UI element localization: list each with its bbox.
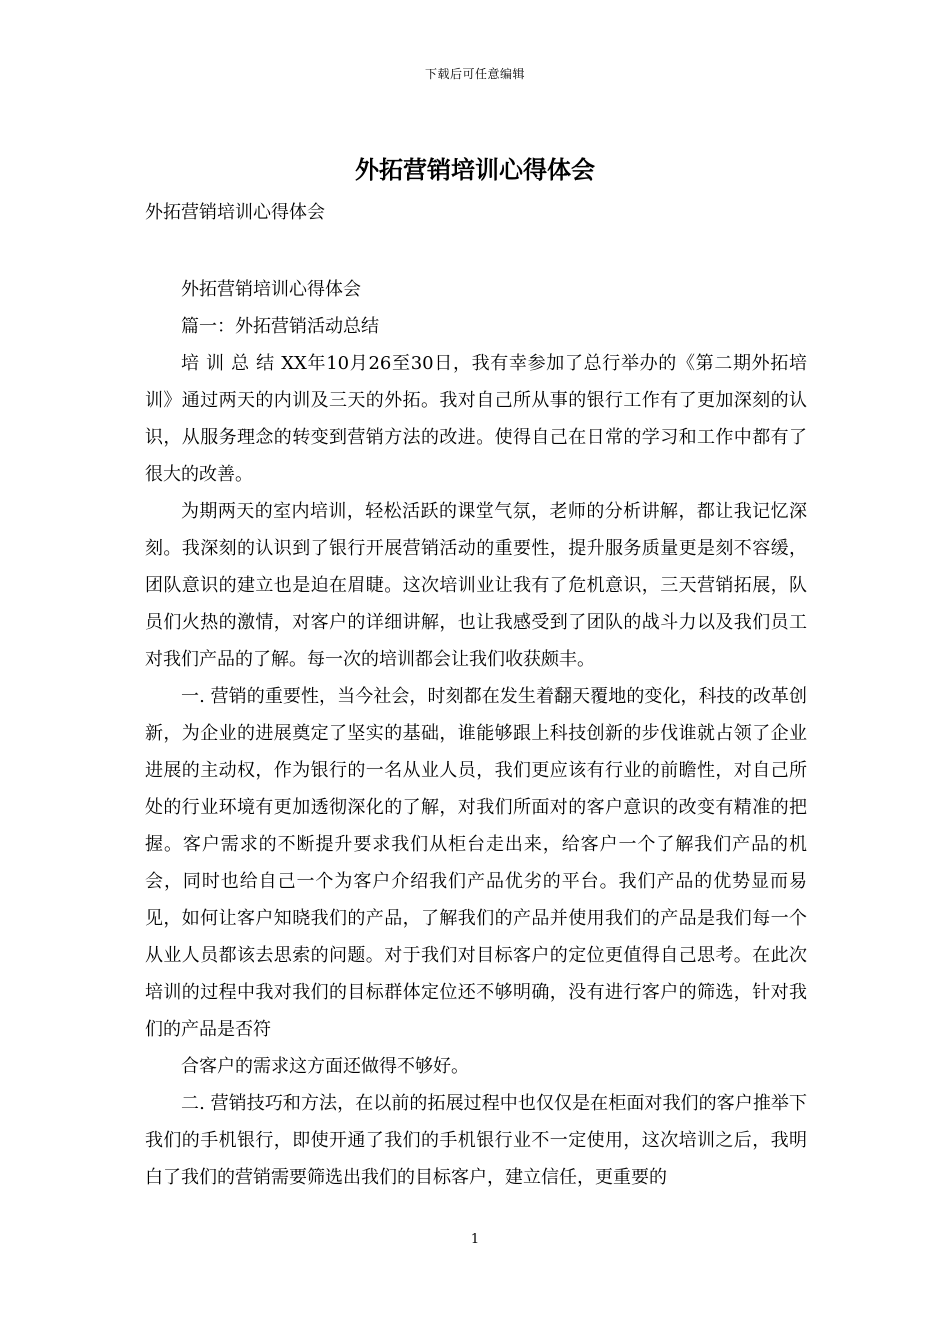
document-title: 外拓营销培训心得体会 — [355, 155, 595, 184]
page-header-note: 下载后可任意编辑 — [424, 67, 525, 81]
body-paragraph: 合客户的需求这方面还做得不够好。 — [181, 1056, 469, 1077]
body-paragraph: 篇一：外拓营销活动总结 — [181, 316, 379, 337]
document-subtitle: 外拓营销培训心得体会 — [145, 202, 325, 223]
body-paragraph: 一. 营销的重要性，当今社会，时刻都在发生着翻天覆地的变化，科技的改革创新，为企业的进展奠定了坚实的基础，谁能够跟上科技创新的步伐谁就占领了企业进展的主动权，作为银行的一名从业人员，我们更应该有行业的前瞻性，对自己所处的行业环境有更加透彻深化的了解，对我们所面对的客户意识的改变有精准的把握。客户需求的不断提升要求我们从柜台走出来，给客户一个了解我们产品的机会，同时也给自己一个为客户介绍我们产品优劣的平台。我们产品的优势显而易见，如何让客户知晓我们的产品，了解我们的产品并使用我们的产品是我们每一个从业人员都该去思索的问题。对于我们对目标客户的定位更值得自己思考。在此次培训的过程中我对我们的目标群体定位还不够明确，没有进行客户的筛选，针对我们的产品是否符 — [145, 686, 807, 1040]
page-number: 1 — [470, 1232, 480, 1247]
body-paragraph: 培 训 总 结 XX年10月26至30日，我有幸参加了总行举办的《第二期外拓培训》通过两天的内训及三天的外拓。我对自己所从事的银行工作有了更加深刻的认识，从服务理念的转变到营销方法的改进。使得自己在日常的学习和工作中都有了很大的改善。 — [145, 353, 807, 485]
document-body — [145, 271, 807, 1196]
body-paragraph: 为期两天的室内培训，轻松活跃的课堂气氛，老师的分析讲解，都让我记忆深刻。我深刻的认识到了银行开展营销活动的重要性，提升服务质量更是刻不容缓，团队意识的建立也是迫在眉睫。这次培训业让我有了危机意识，三天营销拓展，队员们火热的激情，对客户的详细讲解，也让我感受到了团队的战斗力以及我们员工对我们产品的了解。每一次的培训都会让我们收获颇丰。 — [145, 501, 807, 670]
body-paragraph: 外拓营销培训心得体会 — [181, 279, 361, 300]
body-paragraph: 二. 营销技巧和方法，在以前的拓展过程中也仅仅是在柜面对我们的客户推举下我们的手机银行，即使开通了我们的手机银行业不一定使用，这次培训之后，我明白了我们的营销需要筛选出我们的目标客户，建立信任，更重要的 — [145, 1093, 807, 1188]
